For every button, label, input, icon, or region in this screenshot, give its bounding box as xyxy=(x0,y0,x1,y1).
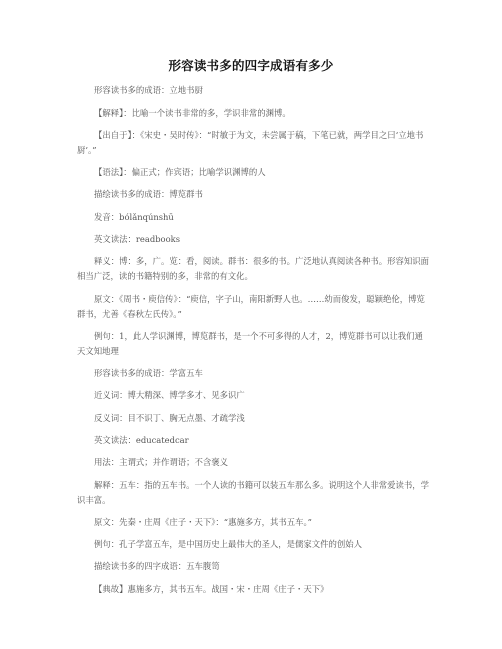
paragraph-explanation-1: 【解释】：比喻一个读书非常的多，学识非常的渊博。 xyxy=(94,108,291,118)
paragraph-allusion-4: 【典故】惠施多方，其书五车。战国・宋・庄周《庄子・天下》 xyxy=(94,584,329,594)
paragraph-source-1: 【出自于】：《宋史・吴时传》：“时敏于为文，未尝属于稿，下笔已就，两学目之曰‘立地书厨’。” xyxy=(77,130,424,155)
paragraph-english-3: 英文读法：educatedcar xyxy=(94,435,189,445)
paragraph-heading-3: 形容读书多的成语：学富五车 xyxy=(94,368,203,378)
paragraph-usage-3: 用法：主谓式；并作谓语；不含褒义 xyxy=(94,457,228,467)
paragraph-example-3: 例句：孔子学富五车，是中国历史上最伟大的圣人，是儒家文件的创始人 xyxy=(94,539,362,549)
paragraph-grammar-1: 【语法】：偏正式；作宾语；比喻学识渊博的人 xyxy=(94,167,266,177)
document-title: 形容读书多的四字成语有多少 xyxy=(168,58,334,73)
paragraph-meaning-2: 释义：博：多，广。览：看，阅读。群书：很多的书。广泛地认真阅读各种书。形容知识面相当广泛，读的书籍特别的多，非常的有文化。 xyxy=(77,256,429,281)
paragraph-source-3: 原文：先秦・庄周《庄子・天下》：“惠施多方，其书五车。” xyxy=(94,517,312,527)
paragraph-explanation-3: 解释：五车：指的五车书。一个人读的书籍可以装五车那么多。说明这个人非常爱读书，学识丰富。 xyxy=(77,480,429,505)
paragraph-heading-2: 描绘读书多的成语：博览群书 xyxy=(94,189,203,199)
paragraph-english-2: 英文读法：readbooks xyxy=(94,234,181,244)
paragraph-heading-1: 形容读书多的成语：立地书厨 xyxy=(94,85,203,95)
paragraph-source-2: 原文：《周书・庾信传》：“庾信，字子山，南阳新野人也。……幼而俊发，聪颖绝伦，博览群书，尤善《春秋左氏传》。” xyxy=(77,294,425,319)
paragraph-antonyms-3: 反义词：目不识丁、胸无点墨、才疏学浅 xyxy=(94,413,245,423)
paragraph-pronunciation-2: 发音：bólǎnqúnshū xyxy=(94,212,174,222)
paragraph-heading-4: 描绘读书多的四字成语：五车腹笥 xyxy=(94,561,220,571)
paragraph-synonyms-3: 近义词：博大精深、博学多才、见多识广 xyxy=(94,390,245,400)
paragraph-example-2: 例句：1，此人学识渊博，博览群书，是一个不可多得的人才，2，博览群书可以让我们通天文知地理 xyxy=(77,331,423,356)
